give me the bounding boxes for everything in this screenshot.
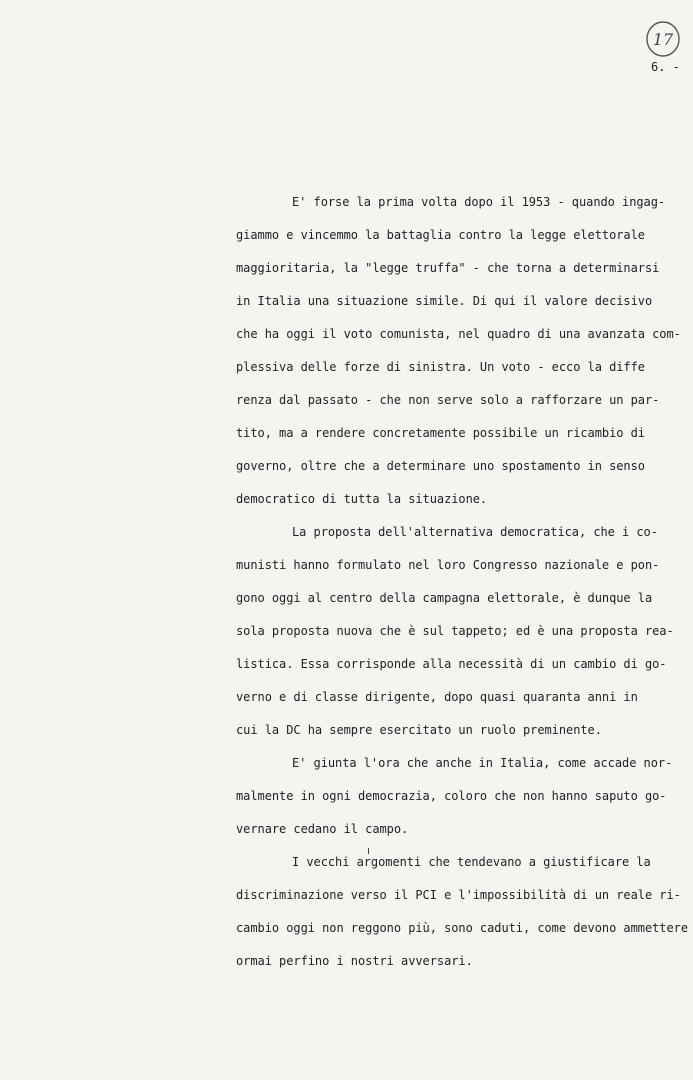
paragraph-1-line-10: democratico di tutta la situazione. — [236, 492, 488, 506]
paragraph-2-line-6: verno e di classe dirigente, dopo quasi quaranta anni in — [236, 690, 638, 704]
paragraph-1-line-5: che ha oggi il voto comunista, nel quadro di una avanzata com- — [236, 327, 681, 341]
handwritten-page-stamp — [643, 18, 683, 60]
paragraph-3-line-2: malmente in ogni democrazia, coloro che non hanno saputo go- — [236, 789, 667, 803]
paragraph-1-line-7: renza dal passato - che non serve solo a rafforzare un par- — [236, 393, 660, 407]
paragraph-1-line-6: plessiva delle forze di sinistra. Un voto - ecco la diffe — [236, 360, 645, 374]
paragraph-4-line-2: discriminazione verso il PCI e l'impossibilità di un reale ri- — [236, 888, 681, 902]
paragraph-1-line-3: maggioritaria, la "legge truffa" - che torna a determinarsi — [236, 261, 660, 275]
paragraph-2-line-1: La proposta dell'alternativa democratica, che i co- — [292, 525, 658, 539]
paragraph-2-line-5: listica. Essa corrisponde alla necessità di un cambio di go- — [236, 657, 667, 671]
paragraph-2-line-4: sola proposta nuova che è sul tappeto; ed è una proposta rea- — [236, 624, 674, 638]
paragraph-2-line-7: cui la DC ha sempre esercitato un ruolo preminente. — [236, 723, 602, 737]
paragraph-4-line-4: ormai perfino i nostri avversari. — [236, 954, 473, 968]
paragraph-3-line-3: vernare cedano il campo. — [236, 822, 409, 836]
paragraph-1-line-2: giammo e vincemmo la battaglia contro la legge elettorale — [236, 228, 645, 242]
paragraph-2-line-3: gono oggi al centro della campagna elettorale, è dunque la — [236, 591, 653, 605]
paragraph-1-line-8: tito, ma a rendere concretamente possibile un ricambio di — [236, 426, 645, 440]
handwritten-correction-mark — [368, 848, 373, 854]
svg-text:17: 17 — [652, 30, 674, 49]
paragraph-1-line-4: in Italia una situazione simile. Di qui il valore decisivo — [236, 294, 653, 308]
paragraph-2-line-2: munisti hanno formulato nel loro Congresso nazionale e pon- — [236, 558, 660, 572]
paragraph-1-line-9: governo, oltre che a determinare uno spostamento in senso — [236, 459, 645, 473]
paragraph-3-line-1: E' giunta l'ora che anche in Italia, come accade nor- — [292, 756, 673, 770]
paragraph-1-line-1: E' forse la prima volta dopo il 1953 - quando ingag- — [292, 195, 666, 209]
page-number: 6. - — [651, 60, 680, 74]
paragraph-4-line-3: cambio oggi non reggono più, sono caduti, come devono ammettere — [236, 921, 689, 935]
paragraph-4-line-1: I vecchi argomenti che tendevano a giustificare la — [292, 855, 651, 869]
